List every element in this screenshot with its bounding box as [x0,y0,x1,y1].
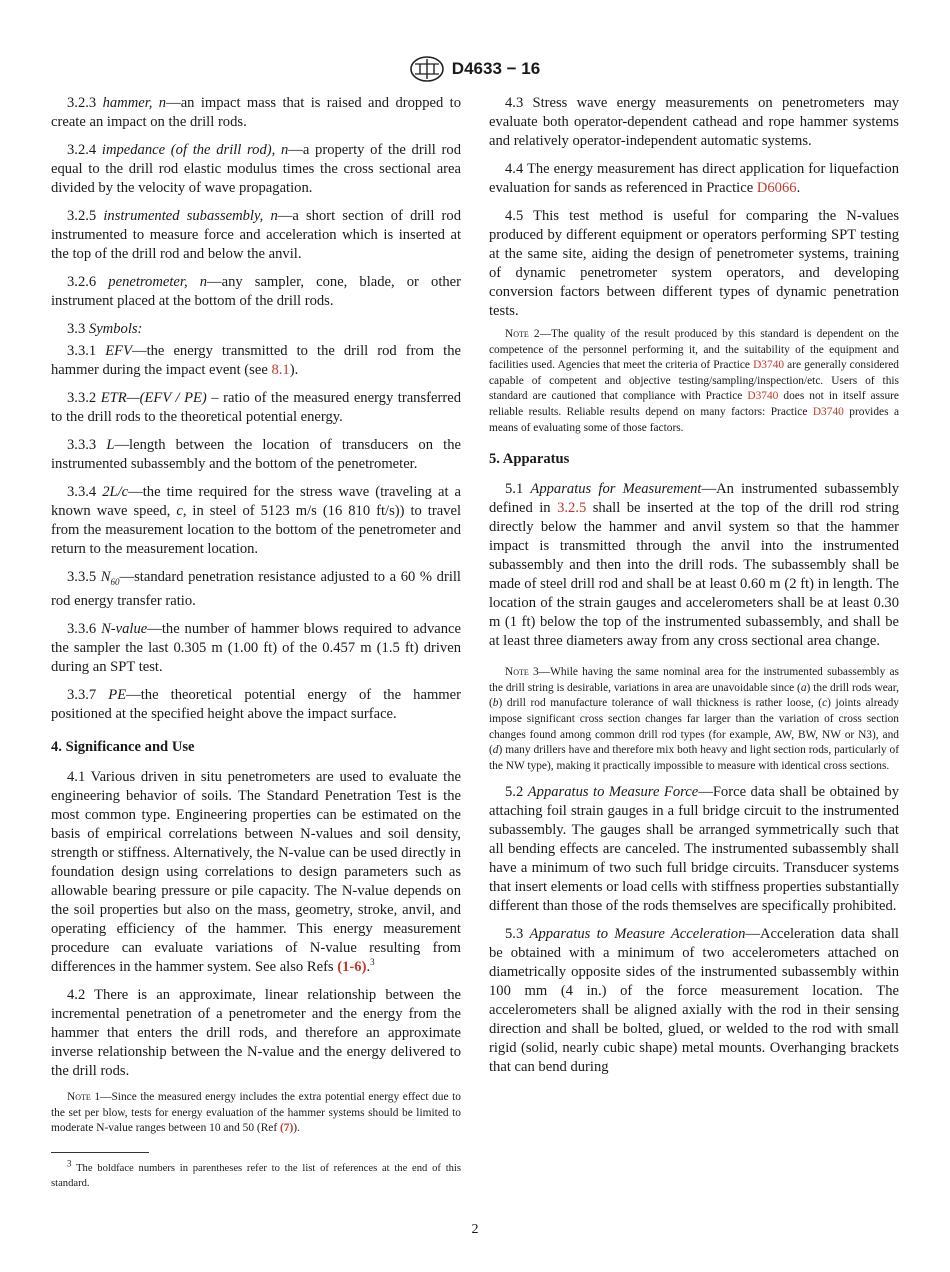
link-3-2-5[interactable]: 3.2.5 [557,500,587,517]
footnote-3: $^3$ The boldface numbers in parentheses refer to the list of references at the end of this standard. [51,1158,461,1189]
footnote-rule [51,1152,149,1153]
para-3-3-5: 3.3.5 $N_{60}—standard$ penetration resistance adjusted to a 60 % drill rod energy transfer ratio. [51,569,461,609]
link-8-1[interactable]: 8.1 [271,362,290,378]
para-3-3-3: 3.3.3 L—length between the location of transducers on the instrumented subassembly and the bottom of the penetrometer. [51,437,461,472]
para-3-2-6: 3.2.6 penetrometer, n—any sampler, cone, blade, or other instrument placed at the bottom of the drill rods. [51,274,462,309]
link-d3740-c[interactable]: D3740 [812,405,844,418]
para-4-4: 4.4 The energy measurement has direct application for liquefaction evaluation for sands as referenced in Practice D6066. [489,161,899,196]
para-4-5: 4.5 This test method is useful for comparing the N-values produced by different equipment or operators performing SPT testing at the same site, aiding the design of penetrometer systems, training of dynamic penetrometer system operators, and developing conversion factors between different types of dynamic penetration tests. [489,208,899,319]
para-3-3: 3.3 Symbols: [67,321,143,337]
section-4-heading: 4. Significance and Use [51,738,195,755]
para-3-3-7: 3.3.7 PE—the theoretical potential energy of the hammer positioned at the specified height above the impact surface. [51,686,461,722]
para-4-3: 4.3 Stress wave energy measurements on penetrometers may evaluate both operator-dependent cathead and rope hammer systems and relatively operator-independent automatic systems. [489,95,899,149]
para-5-1: 5.1 Apparatus for Measurement—An instrumented subassembly defined in 3.2.5 shall be inserted at the top of the drill rod string directly below the hammer and anvil system so that the hammer impact is transmitted through the anvil into the instrumented subassembly and then into the drill rods. The subassembly shall be made of steel drill rod and shall be at least 0.60 m (2 ft) in length. The location of the strain gauges and accelerometers shall be at least 0.30 m (1 ft) below the top of the instrumented subassembly, and shall be at least three diameters away from any cross sectional area change. [489,481,900,650]
para-3-2-3: 3.2.3 hammer, n—an impact mass that is raised and dropped to create an impact on the drill rods. [51,95,461,130]
para-3-2-5: 3.2.5 instrumented subassembly, n—a short section of drill rod instrumented to measure force and acceleration which is inserted at the top of the drill rod and below the anvil. [51,208,461,262]
right-column [489,94,899,1086]
note-1: Note 1—Since the measured energy includes the extra potential energy effect due to the set per blow, tests for energy evaluation of the hammer systems should be limited to moderate N-value ranges between 10 and 50 (Ref (7)). [51,1090,461,1135]
para-4-1: 4.1 Various driven in situ penetrometers are used to evaluate the engineering behavior of soils. The Standard Penetration Test is the most common type. Engineering properties can be estimated on the basis of empirical correlations between N-values and soil density, strength or stiffness. Alternatively, the N-value can be used directly in foundation design using correlations to design parameters such as allowable bearing pressure or pile capacity. The N-value depends on the soil properties but also on the mass, geometry, stroke, anvil, and operating efficiency of the hammer. This energy measurement procedure can evaluate variations of N-value resulting from differences in the hammer system. See also Refs (1-6).$^3$ [51,768,461,975]
link-d6066[interactable]: D6066 [756,180,797,196]
note-2: Note 2—The quality of the result produced by this standard is dependent on the competence of the personnel performing it, and the suitability of the equipment and facilities used. Agencies that meet the criteria of Practice D3740 are generally considered capable of competent and objective testing/sampling/inspection/etc. Users of this standard are cautioned that compliance with Practice D3740 does not in itself assure reliable results. Reliable results depend on many factors: Practice D3740 provides a means of evaluating some of those factors. [489,328,900,434]
para-4-2: 4.2 There is an approximate, linear relationship between the incremental penetration of a penetrometer and the energy from the hammer that enters the drill rods, and therefore an approximate inverse relationship between the N-value and the energy delivered to the drill rods. [51,986,461,1079]
ref-7-link[interactable]: (7) [280,1122,294,1135]
page-header [0,56,950,82]
left-column [51,94,461,1146]
footnote-mark: 3 [370,957,375,968]
ref-1-6-link[interactable]: (1-6) [337,958,367,975]
astm-logo-icon [410,56,444,82]
para-3-3-4: 3.3.4 2L/c—the time required for the stress wave (traveling at a known wave speed, c, in steel of 5123 m/s (16 810 ft/s)) to travel from the measurement location to the bottom of the penetrometer and return to the measurement location. [51,484,461,557]
note-3: Note 3—While having the same nominal area for the instrumented subassembly as the drill string is desirable, variations in area are unavoidable since (a) the drill rods wear, (b) drill rod manufacture tolerance of wall thickness is rather loose, (c) joints already impose significant cross section changes far larger than the variation of cross section changes found among common drill rod types (for example, AW, BW, NW or N3), and (d) many drillers have and therefore mix both heavy and light section rods, particularly of the NW type), making it practically impossible to measure with identical cross sections. [489,666,899,772]
para-3-2-4: 3.2.4 impedance (of the drill rod), n—a property of the drill rod equal to the drill rod elastic modulus times the cross sectional area divided by the velocity of wave propagation. [51,142,461,196]
link-d3740-b[interactable]: D3740 [747,390,779,403]
document-code: D4633 − 16 [451,59,541,78]
para-3-3-1: 3.3.1 EFV—the energy transmitted to the drill rod from the hammer during the impact event (see 8.1). [51,343,461,378]
page-number: 2 [471,1222,479,1237]
para-5-3: 5.3 Apparatus to Measure Acceleration—Acceleration data shall be obtained with a minimum of two accelerometers attached on diametrically opposite sides of the instrumented subassembly within 100 mm (4 in.) of the force measurement location. The accelerometers shall be aligned axially with the rod in their sensing direction and shall be bolted, glued, or welded to the rod with small rigid (solid, nearly cubic shape) metal mounts. Overhanging brackets that can bend during [489,926,899,1076]
para-5-2: 5.2 Apparatus to Measure Force—Force data shall be obtained by attaching foil strain gauges in a full bridge circuit to the instrumented subassembly. The gauges shall be arranged symmetrically such that all bending effects are canceled. The instrumented subassembly shall have a minimum of two such full bridge circuits. Transducer systems that insert elements or load cells with stiffness properties substantially different than those of the rods themselves are specifically prohibited. [489,784,899,915]
section-5-heading: 5. Apparatus [489,451,570,468]
para-3-3-6: 3.3.6 N-value—the number of hammer blows required to advance the sampler the last 0.305 m (1.00 ft) of the 0.457 m (1.5 ft) driven during an SPT test. [51,620,461,675]
para-3-3-2: 3.3.2 ETR—(EFV / PE) – ratio of the measured energy transferred to the drill rods to the theoretical potential energy. [51,390,461,425]
link-d3740-a[interactable]: D3740 [753,359,785,372]
